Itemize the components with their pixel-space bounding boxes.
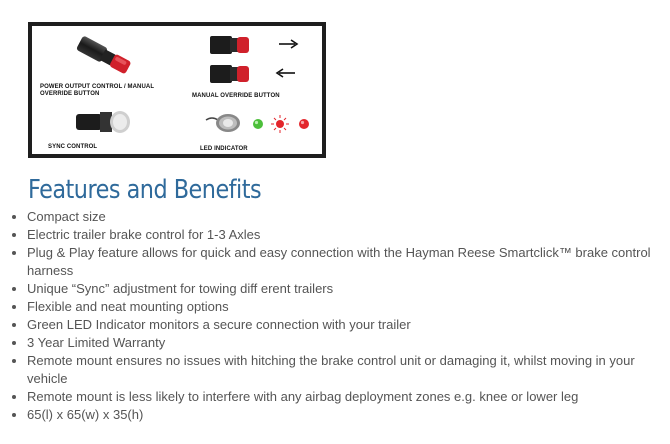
feature-item: Compact size bbox=[10, 208, 665, 226]
caption-led-indicator: LED INDICATOR bbox=[200, 146, 248, 152]
led-red-flashing-icon bbox=[271, 115, 289, 133]
feature-item: Flexible and neat mounting options bbox=[10, 298, 665, 316]
feature-item: Electric trailer brake control for 1-3 Axles bbox=[10, 226, 665, 244]
feature-item: Plug & Play feature allows for quick and easy connection with the Hayman Reese Smartclick™ brake control harness bbox=[10, 244, 665, 280]
feature-item: Remote mount ensures no issues with hitching the brake control unit or damaging it, whilst moving in your vehicle bbox=[10, 352, 665, 388]
led-indicator-illustration bbox=[202, 110, 246, 136]
manual-override-pull-illustration bbox=[208, 61, 274, 87]
features-heading: Features and Benefits bbox=[28, 175, 262, 205]
features-list bbox=[10, 208, 665, 424]
product-image-canvas bbox=[32, 26, 322, 154]
feature-item: Remote mount is less likely to interfere with any airbag deployment zones e.g. knee or lower leg bbox=[10, 388, 665, 406]
led-red-icon bbox=[299, 119, 309, 129]
feature-item: 65(l) x 65(w) x 35(h) bbox=[10, 406, 665, 424]
sync-control-illustration bbox=[74, 106, 140, 138]
caption-sync-control: SYNC CONTROL bbox=[48, 144, 98, 150]
led-green-icon bbox=[253, 119, 263, 129]
manual-override-push-illustration bbox=[208, 32, 274, 58]
feature-item: Green LED Indicator monitors a secure connection with your trailer bbox=[10, 316, 665, 334]
caption-manual-override: MANUAL OVERRIDE BUTTON bbox=[192, 93, 280, 99]
product-feature-image bbox=[28, 22, 326, 158]
led-status-lights bbox=[250, 114, 322, 134]
feature-item: Unique “Sync” adjustment for towing diff erent trailers bbox=[10, 280, 665, 298]
power-output-control-illustration bbox=[68, 34, 138, 78]
caption-power-output-control: POWER OUTPUT CONTROL / MANUAL OVERRIDE BUTTON bbox=[40, 84, 155, 97]
arrow-right-icon bbox=[278, 39, 300, 49]
arrow-left-icon bbox=[274, 68, 296, 78]
feature-item: 3 Year Limited Warranty bbox=[10, 334, 665, 352]
